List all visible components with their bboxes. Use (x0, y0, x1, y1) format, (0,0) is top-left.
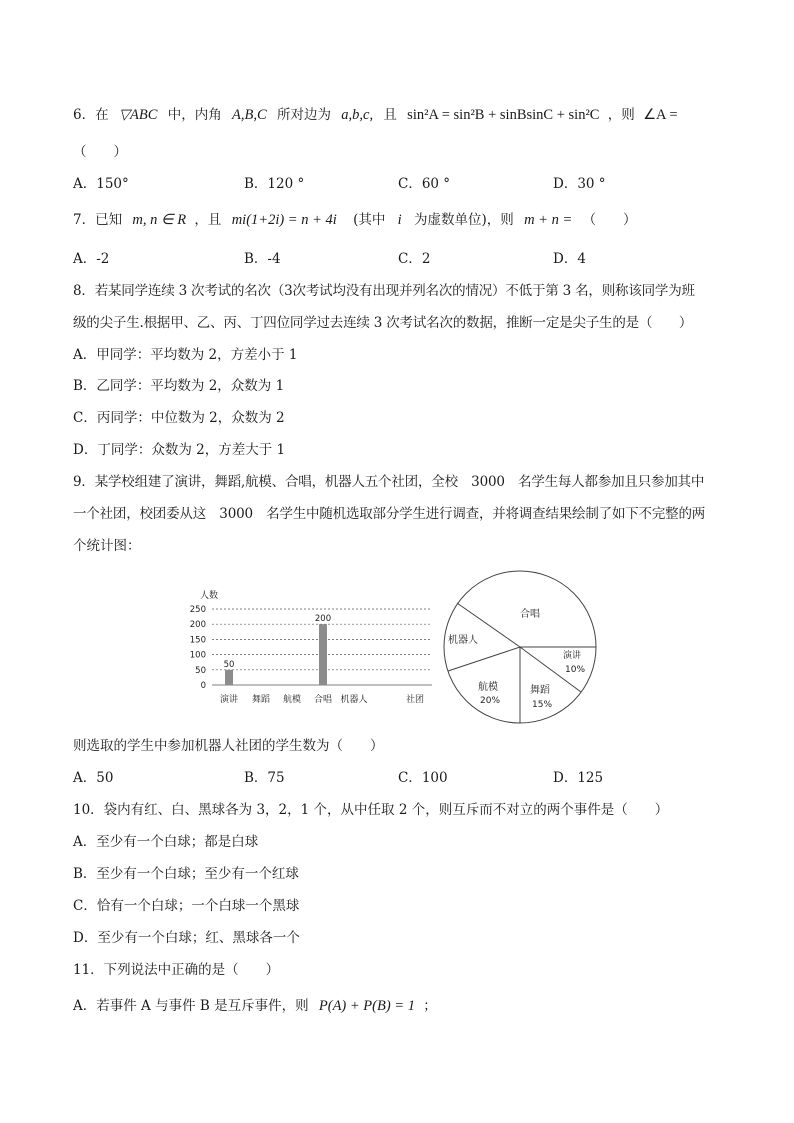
q8-stem-line2: 级的尖子生.根据甲、乙、丙、丁四位同学过去连续 3 次考试名次的数据，推断一定是尖子生的是（ ） (73, 315, 693, 331)
x-tick-label: 航模 (282, 695, 302, 705)
q8-option-c: C．丙同学：中位数为 2，众数为 2 (73, 410, 285, 426)
q9-option-c: C．100 (398, 770, 448, 786)
slice-pct-yanjiang: 10% (565, 665, 586, 675)
q7-option-d: D．4 (553, 251, 586, 267)
q7-option-b: B．-4 (244, 251, 281, 267)
q8-option-b: B．乙同学：平均数为 2，众数为 1 (73, 378, 285, 394)
q6-option-a: A．150° (73, 176, 129, 192)
y-tick-label: 0 (200, 681, 206, 691)
q11-option-a: A．若事件 A 与事件 B 是互斥事件，则 P(A) + P(B) = 1 ； (73, 998, 437, 1014)
y-tick-label: 150 (189, 635, 206, 646)
x-tick-labels (220, 693, 368, 705)
q9-question: 则选取的学生中参加机器人社团的学生数为（ ） (73, 738, 384, 754)
y-tick-label: 200 (189, 620, 206, 631)
q8-stem-line1: 8．若某同学连续 3 次考试的名次（3次考试均没有出现并列名次的情况）不低于第 3 名，则称该同学为班 (73, 283, 695, 299)
bar-data-label: 200 (314, 614, 332, 625)
q9-option-a: A．50 (73, 770, 114, 786)
q10-option-b: B．至少有一个白球；至少有一个红球 (73, 866, 299, 882)
q6-stem: 6．在 ▽ABC 中，内角 A,B,C 所对边为 a,b,c, 且 sin²A = sin²B + sinBsinC + sin²C ，则 ∠A = (73, 107, 678, 123)
q9-stem-line2: 一个社团，校团委从这 3000 名学生中随机选取部分学生进行调查，并将调查结果绘制了如下不完整的两 (73, 506, 706, 522)
q6-blank: （ ） (73, 144, 127, 160)
y-tick-label: 50 (195, 665, 206, 676)
pie-chart (440, 568, 605, 728)
bars (224, 614, 332, 685)
bar-data-label: 50 (223, 659, 235, 670)
q9-stem-line3: 个统计图： (73, 538, 141, 554)
y-tick-labels (190, 605, 206, 691)
x-tick-label: 机器人 (340, 695, 368, 705)
q7-stem: 7．已知 m, n ∈ R ，且 mi(1+2i) = n + 4i (其中 i 为虚数单位)，则 m + n = （ ） (73, 212, 637, 228)
q10-stem: 10．袋内有红、白、黑球各为 3，2，1 个，从中任取 2 个，则互斥而不对立的两个事件是（ ） (73, 802, 669, 818)
slice-pct-hangmo: 20% (480, 696, 501, 706)
q9-option-d: D．125 (553, 770, 604, 786)
q7-option-a: A．-2 (73, 251, 110, 267)
slice-label-jiqiren: 机器人 (448, 635, 478, 646)
q6-option-b: B．120 ° (244, 176, 305, 192)
x-tick-label: 舞蹈 (251, 695, 271, 705)
y-tick-label: 250 (189, 605, 206, 615)
q11-stem: 11．下列说法中正确的是（ ） (73, 962, 280, 978)
x-tick-label: 合唱 (313, 695, 333, 705)
x-axis-label: 社团 (406, 695, 425, 705)
q9-stem-line1: 9．某学校组建了演讲，舞蹈,航模、合唱，机器人五个社团，全校 3000 名学生每人都参加且只参加其中 (73, 474, 705, 490)
y-axis-label: 人数 (200, 591, 219, 601)
q9-option-b: B．75 (244, 770, 285, 786)
q8-option-a: A．甲同学：平均数为 2，方差小于 1 (73, 347, 298, 363)
q6-option-d: D．30 ° (553, 176, 606, 192)
y-tick-label: 100 (189, 650, 206, 661)
slice-label-wudao: 舞蹈 (530, 685, 550, 696)
bar-chart (180, 582, 440, 712)
slice-pct-wudao: 15% (532, 700, 553, 710)
bar-3 (319, 624, 327, 685)
q8-option-d: D．丁同学：众数为 2，方差大于 1 (73, 442, 286, 458)
q7-option-c: C．2 (398, 251, 431, 267)
bar-0 (225, 670, 233, 685)
q10-option-c: C．恰有一个白球；一个白球一个黑球 (73, 898, 300, 914)
x-tick-label: 演讲 (219, 695, 239, 705)
q10-option-d: D．至少有一个白球；红、黑球各一个 (73, 930, 300, 946)
slice-label-hangmo: 航模 (478, 682, 498, 693)
q10-option-a: A．至少有一个白球；都是白球 (73, 834, 259, 850)
slice-label-hechang: 合唱 (520, 609, 540, 620)
q6-option-c: C．60 ° (398, 176, 451, 192)
slice-label-yanjiang: 演讲 (563, 651, 582, 661)
